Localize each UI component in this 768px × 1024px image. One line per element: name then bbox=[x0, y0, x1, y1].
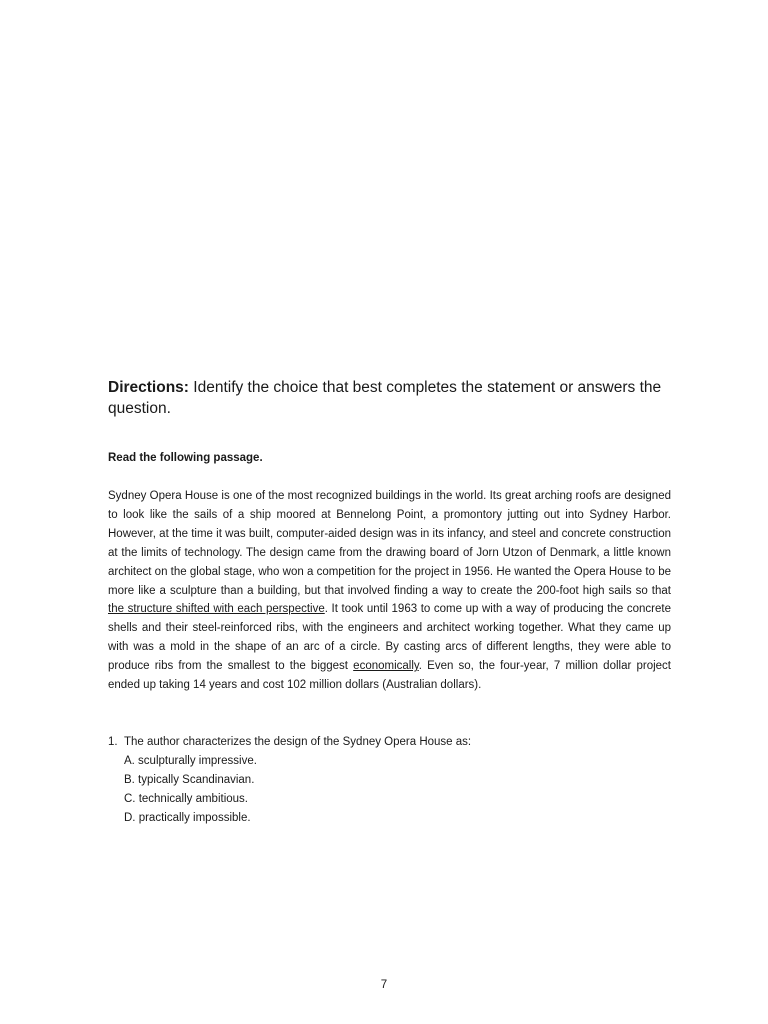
choice-c: C. technically ambitious. bbox=[124, 793, 248, 805]
answer-choices bbox=[108, 752, 668, 828]
directions-text bbox=[108, 377, 668, 419]
underlined-word-economically: economically bbox=[353, 660, 419, 673]
underlined-phrase-perspective: the structure shifted with each perspective bbox=[108, 603, 325, 616]
question-text: The author characterizes the design of the Sydney Opera House as: bbox=[124, 736, 472, 748]
question-stem bbox=[108, 733, 668, 752]
question-number: 1. bbox=[108, 736, 118, 748]
passage-instruction: Read the following passage. bbox=[108, 452, 263, 464]
page-number: 7 bbox=[380, 979, 388, 991]
passage-text-part2: . It took until 1963 to come up with a way of producing the concrete shells and their steel-reinforced ribs, with the engineers and architect working together. What they came up with was a mold in the shape of an arc of a circle. By casting arcs of different lengths, they were able to produce ribs from the smallest to the biggest bbox=[108, 603, 671, 673]
choice-a: A. sculpturally impressive. bbox=[124, 755, 257, 767]
directions-label: Directions: bbox=[108, 379, 189, 396]
passage-text-part1: Sydney Opera House is one of the most recognized buildings in the world. Its great arching roofs are designed to look like the sails of a ship moored at Bennelong Point, a promontory jutting out into Sydney Harbor. However, at the time it was built, computer-aided design was in its infancy, and steel and concrete construction at the limits of technology. The design came from the drawing board of Jorn Utzon of Denmark, a little known architect on the global stage, who won a competition for the project in 1956. He wanted the Opera House to be more like a sculpture than a building, but that involved finding a way to create the 200-foot high sails so that bbox=[108, 490, 671, 597]
choice-d: D. practically impossible. bbox=[124, 812, 251, 824]
question-1 bbox=[108, 733, 668, 828]
reading-passage bbox=[108, 487, 671, 695]
choice-b: B. typically Scandinavian. bbox=[124, 774, 255, 786]
directions-body: Identify the choice that best completes the statement or answers the question. bbox=[108, 379, 662, 417]
passage-text-part3: . Even so, the four-year, 7 million dollar project ended up taking 14 years and cost 102 million dollars (Australian dollars). bbox=[108, 660, 671, 692]
